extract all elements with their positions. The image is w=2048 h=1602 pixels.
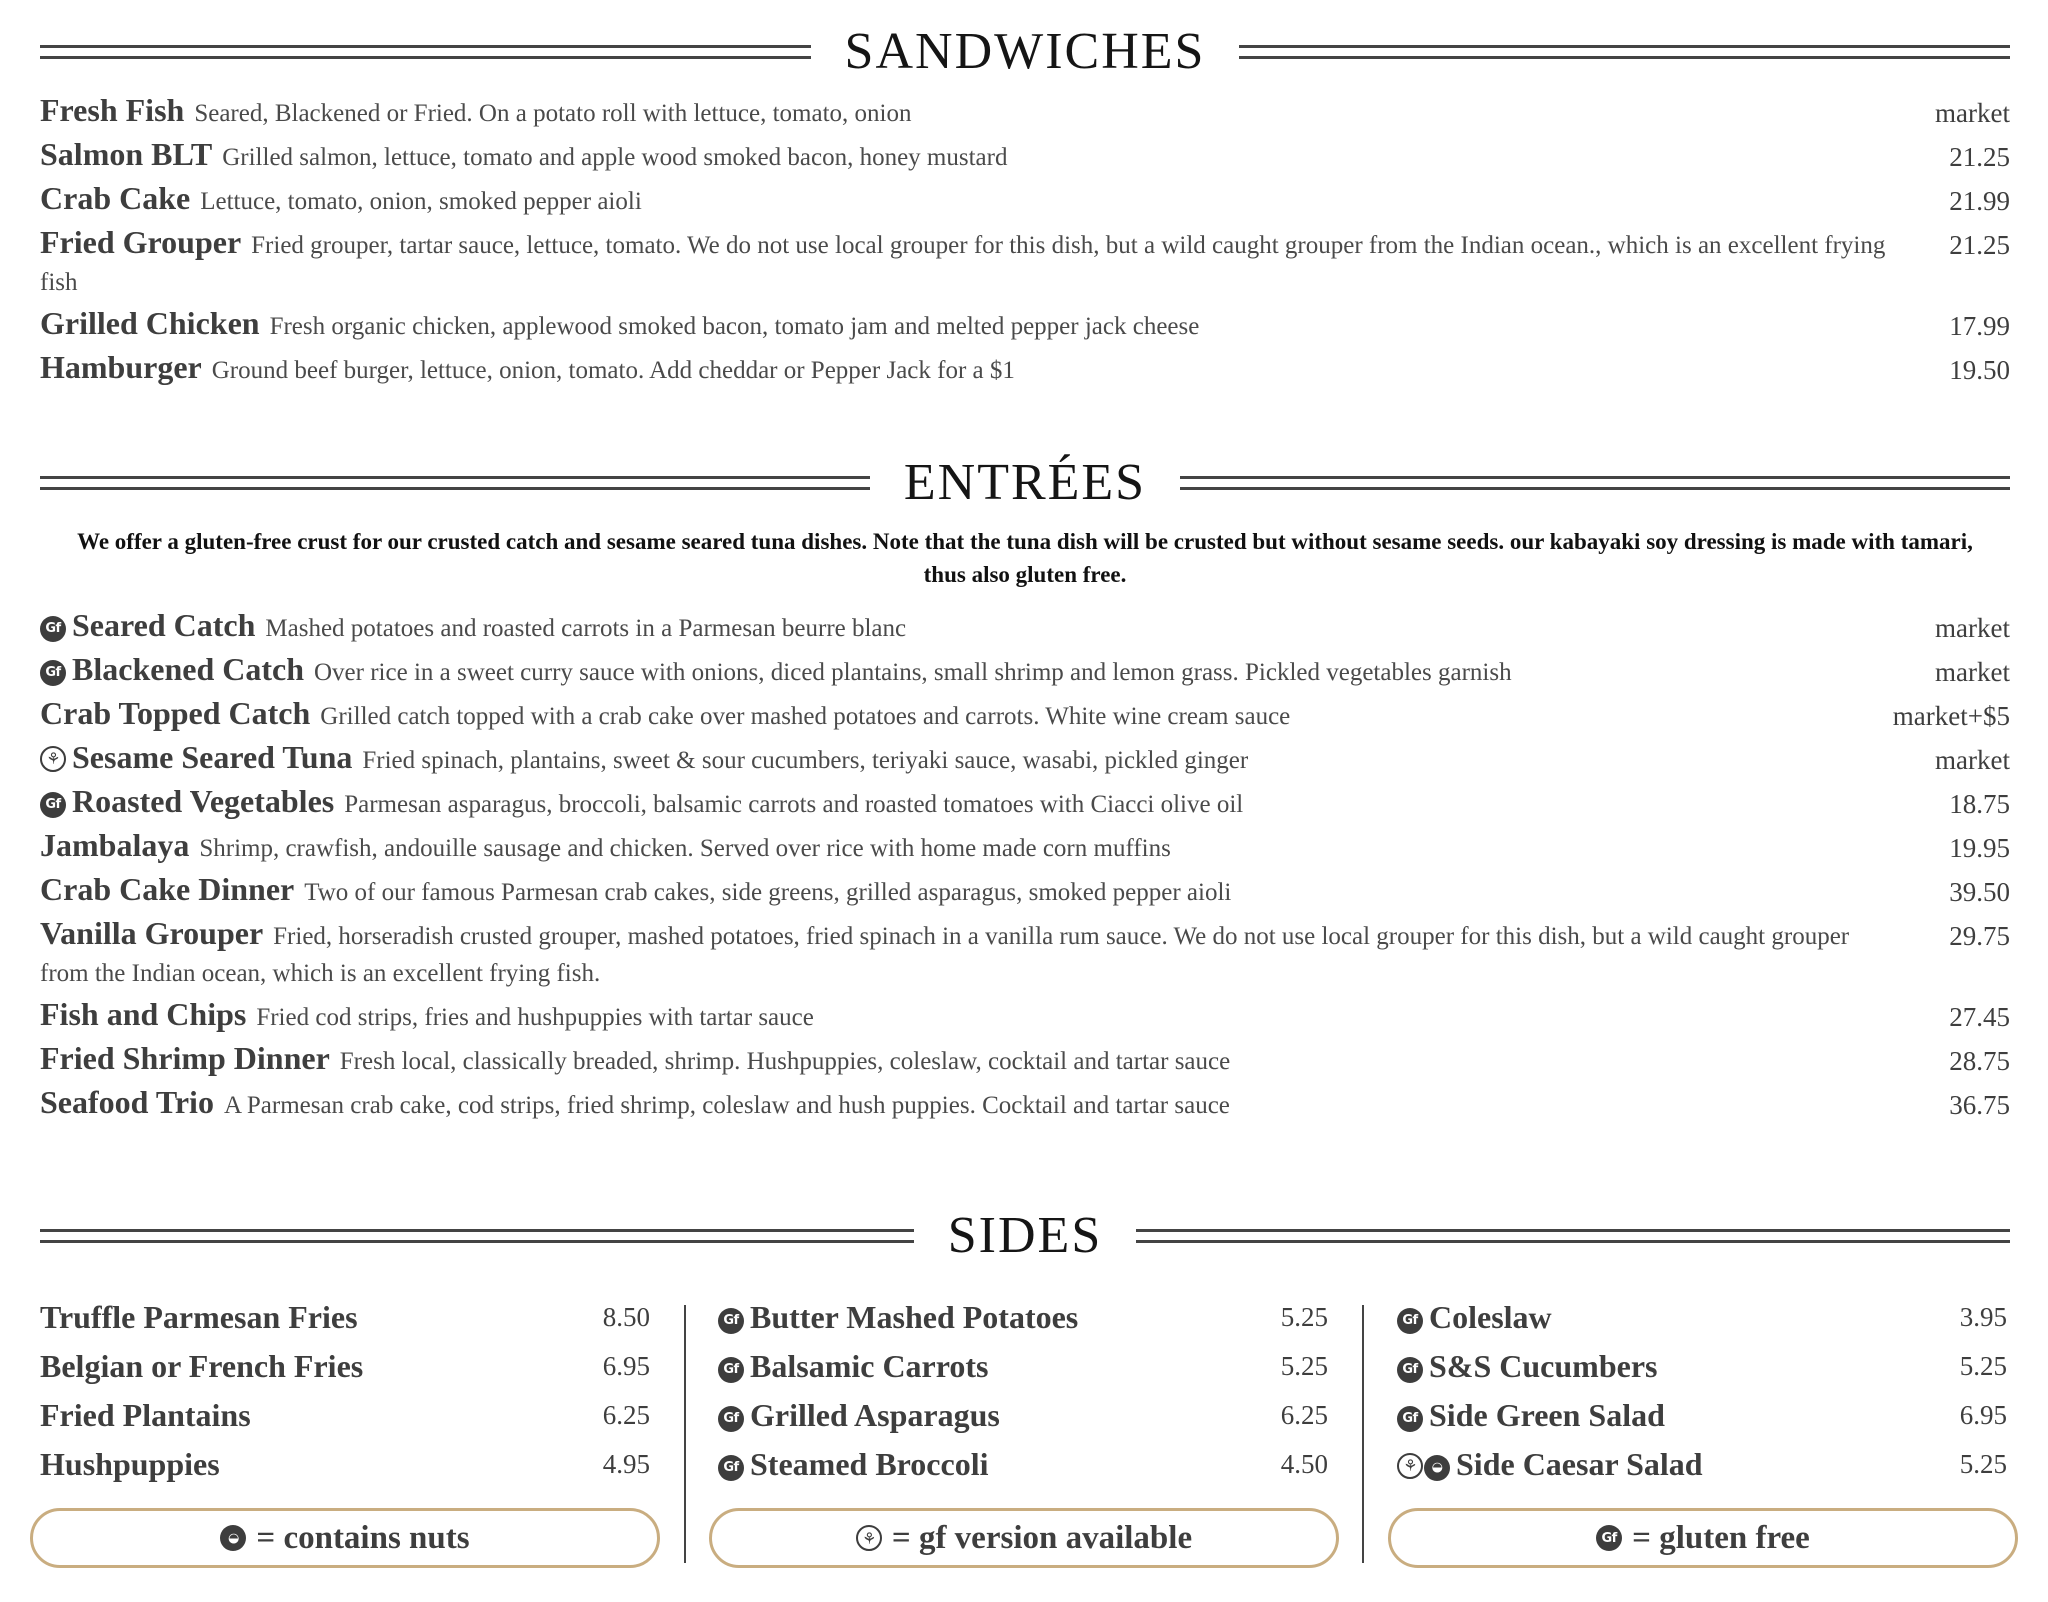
- menu-item-price: 21.25: [1949, 230, 2010, 260]
- side-item-name: Side Caesar Salad: [1456, 1446, 1703, 1482]
- legend-contains-nuts: [30, 1508, 660, 1568]
- legend-label: = gluten free: [1632, 1519, 1810, 1556]
- menu-item-text: [40, 224, 1949, 301]
- menu-item-description: Grilled catch topped with a crab cake over mashed potatoes and carrots. White wine cream sauce: [320, 703, 1291, 730]
- menu-item-price: market+$5: [1892, 701, 2010, 731]
- gf-version-available-icon: ⚘: [856, 1525, 882, 1551]
- menu-item-text: [40, 1040, 1949, 1080]
- header-rule: [1136, 1229, 2010, 1243]
- side-item: [40, 1342, 650, 1391]
- menu-item-name: Blackened Catch: [72, 651, 304, 687]
- entree-list: [40, 607, 2010, 1128]
- side-item: [718, 1342, 1328, 1391]
- menu-item-text: [40, 827, 1949, 867]
- gluten-free-icon: Gf: [718, 1357, 744, 1383]
- menu-item-text: [40, 996, 1949, 1036]
- side-item-label: [718, 1397, 1000, 1434]
- menu-item-name: Vanilla Grouper: [40, 915, 264, 951]
- menu-item-description: A Parmesan crab cake, cod strips, fried shrimp, coleslaw and hush puppies. Cocktail and tartar sauce: [223, 1092, 1230, 1119]
- gluten-free-icon: Gf: [718, 1308, 744, 1334]
- menu-item-name: Hamburger: [40, 349, 202, 385]
- section-title-sandwiches: SANDWICHES: [844, 23, 1206, 80]
- menu-item-name: Jambalaya: [40, 827, 190, 863]
- side-item-label: [1397, 1446, 1703, 1483]
- menu-item-name: Seared Catch: [72, 607, 256, 643]
- menu-item-text: [40, 607, 1935, 647]
- side-item-price: 5.25: [1959, 1449, 2007, 1479]
- gluten-free-icon: Gf: [1596, 1525, 1622, 1551]
- section-title-entrees: ENTRÉES: [903, 454, 1147, 511]
- menu-item-description: Fried, horseradish crusted grouper, mashed potatoes, fried spinach in a vanilla rum sauce. We do not use local grouper for this dish, but a wild caught grouper from the Indian ocean, which is an excellent frying fish.: [40, 923, 1850, 987]
- menu-item-name: Crab Cake: [40, 180, 191, 216]
- menu-item-name: Fish and Chips: [40, 996, 247, 1032]
- side-item: [1397, 1293, 2007, 1342]
- menu-item-description: Shrimp, crawfish, andouille sausage and chicken. Served over rice with home made corn muffins: [199, 835, 1171, 862]
- menu-item: [40, 651, 2010, 691]
- menu-item: [40, 871, 2010, 911]
- menu-item: [40, 349, 2010, 389]
- side-item: [1397, 1440, 2007, 1489]
- menu-item: [40, 180, 2010, 220]
- side-item-name: Fried Plantains: [40, 1397, 251, 1433]
- menu-item-text: [40, 136, 1949, 176]
- gluten-free-icon: Gf: [40, 616, 66, 642]
- header-rule: [40, 476, 870, 490]
- sandwich-list: [40, 92, 2010, 393]
- column-divider: [1362, 1305, 1364, 1563]
- side-item-name: Hushpuppies: [40, 1446, 220, 1482]
- menu-item: [40, 827, 2010, 867]
- menu-item-description: Fried spinach, plantains, sweet & sour cucumbers, teriyaki sauce, wasabi, pickled ginger: [362, 747, 1249, 774]
- menu-item-price: 17.99: [1949, 311, 2010, 341]
- menu-item-price: 21.25: [1949, 142, 2010, 172]
- menu-item-name: Grilled Chicken: [40, 305, 260, 341]
- sandwiches-header: [40, 22, 2010, 82]
- side-item-name: Grilled Asparagus: [750, 1397, 1000, 1433]
- sides-header: [40, 1206, 2010, 1266]
- menu-item-text: [40, 1084, 1949, 1124]
- menu-item-price: market: [1935, 613, 2010, 643]
- menu-item-description: Fried grouper, tartar sauce, lettuce, tomato. We do not use local grouper for this dish, but a wild caught grouper from the Indian ocean., which is an excellent frying fish: [40, 232, 1886, 296]
- menu-item-description: Lettuce, tomato, onion, smoked pepper aioli: [200, 188, 642, 215]
- legend-label: = contains nuts: [256, 1519, 470, 1556]
- legend-gf-version: [709, 1508, 1339, 1568]
- menu-item-description: Two of our famous Parmesan crab cakes, side greens, grilled asparagus, smoked pepper aioli: [304, 879, 1232, 906]
- side-item-price: 4.95: [602, 1449, 650, 1479]
- side-item-price: 3.95: [1959, 1302, 2007, 1332]
- side-item-label: [40, 1446, 220, 1483]
- menu-item-description: Seared, Blackened or Fried. On a potato roll with lettuce, tomato, onion: [194, 100, 912, 127]
- side-item-name: Truffle Parmesan Fries: [40, 1299, 358, 1335]
- gluten-free-icon: Gf: [40, 660, 66, 686]
- side-item-label: [1397, 1299, 1552, 1336]
- side-item: [718, 1391, 1328, 1440]
- menu-item: [40, 92, 2010, 132]
- menu-item: [40, 996, 2010, 1036]
- menu-item-name: Seafood Trio: [40, 1084, 214, 1120]
- menu-item-price: 28.75: [1949, 1046, 2010, 1076]
- menu-item: [40, 1040, 2010, 1080]
- menu-item-name: Roasted Vegetables: [72, 783, 335, 819]
- side-item-price: 6.95: [602, 1351, 650, 1381]
- menu-item-description: Mashed potatoes and roasted carrots in a Parmesan beurre blanc: [265, 615, 907, 642]
- menu-item-text: [40, 180, 1949, 220]
- menu-item-price: 27.45: [1949, 1002, 2010, 1032]
- menu-item-name: Fried Shrimp Dinner: [40, 1040, 330, 1076]
- menu-item-text: [40, 695, 1893, 735]
- menu-item-text: [40, 783, 1949, 823]
- gluten-free-icon: Gf: [40, 792, 66, 818]
- side-item-price: 6.25: [602, 1400, 650, 1430]
- menu-item: [40, 224, 2010, 301]
- side-item: [718, 1293, 1328, 1342]
- menu-item-text: [40, 915, 1949, 992]
- legend-gluten-free: [1388, 1508, 2018, 1568]
- side-item-label: [40, 1299, 358, 1336]
- menu-item-price: 19.50: [1949, 355, 2010, 385]
- gf-version-available-icon: ⚘: [1397, 1453, 1423, 1479]
- column-divider: [684, 1305, 686, 1563]
- menu-item-text: [40, 92, 1935, 132]
- menu-item-description: Ground beef burger, lettuce, onion, tomato. Add cheddar or Pepper Jack for a $1: [211, 357, 1015, 384]
- side-item: [40, 1440, 650, 1489]
- side-item: [718, 1440, 1328, 1489]
- menu-item-name: Fried Grouper: [40, 224, 242, 260]
- sides-column-1: [40, 1293, 650, 1489]
- side-item-name: Steamed Broccoli: [750, 1446, 989, 1482]
- side-item-name: Butter Mashed Potatoes: [750, 1299, 1079, 1335]
- side-item-label: [40, 1397, 251, 1434]
- side-item-price: 5.25: [1959, 1351, 2007, 1381]
- side-item-price: 8.50: [602, 1302, 650, 1332]
- gluten-free-icon: Gf: [718, 1406, 744, 1432]
- menu-item-text: [40, 871, 1949, 911]
- menu-item-description: Fresh organic chicken, applewood smoked bacon, tomato jam and melted pepper jack cheese: [269, 313, 1200, 340]
- side-item-label: [718, 1299, 1078, 1336]
- side-item: [1397, 1342, 2007, 1391]
- side-item: [40, 1293, 650, 1342]
- menu-item-text: [40, 651, 1935, 691]
- side-item: [1397, 1391, 2007, 1440]
- menu-item: [40, 915, 2010, 992]
- legend-label: = gf version available: [891, 1519, 1193, 1556]
- gluten-free-icon: Gf: [1397, 1357, 1423, 1383]
- menu-item-description: Over rice in a sweet curry sauce with onions, diced plantains, small shrimp and lemon grass. Pickled vegetables garnish: [314, 659, 1512, 686]
- header-rule: [1239, 45, 2010, 59]
- menu-item-price: 19.95: [1949, 833, 2010, 863]
- sides-column-3: [1397, 1293, 2007, 1489]
- side-item-label: [1397, 1348, 1657, 1385]
- menu-item-price: 21.99: [1949, 186, 2010, 216]
- menu-item-name: Sesame Seared Tuna: [72, 739, 353, 775]
- menu-item-description: Grilled salmon, lettuce, tomato and apple wood smoked bacon, honey mustard: [222, 144, 1008, 171]
- menu-item: [40, 607, 2010, 647]
- side-item-label: [718, 1446, 988, 1483]
- menu-item-price: 39.50: [1949, 877, 2010, 907]
- menu-item-name: Salmon BLT: [40, 136, 213, 172]
- side-item-price: 5.25: [1280, 1351, 1328, 1381]
- menu-item-name: Crab Cake Dinner: [40, 871, 295, 907]
- header-rule: [40, 1229, 914, 1243]
- entrees-header: [40, 453, 2010, 513]
- gluten-free-icon: Gf: [718, 1455, 744, 1481]
- menu-item: [40, 783, 2010, 823]
- side-item-price: 6.25: [1280, 1400, 1328, 1430]
- side-item-name: S&S Cucumbers: [1429, 1348, 1658, 1384]
- side-item: [40, 1391, 650, 1440]
- menu-item-text: [40, 349, 1949, 389]
- menu-item-price: market: [1935, 745, 2010, 775]
- header-rule: [1180, 476, 2010, 490]
- menu-item-price: market: [1935, 657, 2010, 687]
- menu-item-price: 29.75: [1949, 921, 2010, 951]
- menu-item-text: [40, 739, 1935, 779]
- side-item-price: 4.50: [1280, 1449, 1328, 1479]
- menu-item-price: market: [1935, 98, 2010, 128]
- side-item-name: Coleslaw: [1429, 1299, 1552, 1335]
- side-item-label: [1397, 1397, 1665, 1434]
- menu-item-description: Fresh local, classically breaded, shrimp. Hushpuppies, coleslaw, cocktail and tartar sauce: [339, 1048, 1231, 1075]
- side-item-price: 6.95: [1959, 1400, 2007, 1430]
- menu-item-name: Fresh Fish: [40, 92, 185, 128]
- menu-item-name: Crab Topped Catch: [40, 695, 311, 731]
- header-rule: [40, 45, 811, 59]
- contains-nuts-icon: ◒: [220, 1525, 246, 1551]
- side-item-label: [40, 1348, 363, 1385]
- menu-item: [40, 305, 2010, 345]
- side-item-price: 5.25: [1280, 1302, 1328, 1332]
- menu-item-price: 36.75: [1949, 1090, 2010, 1120]
- sides-column-2: [718, 1293, 1328, 1489]
- menu-item-description: Parmesan asparagus, broccoli, balsamic carrots and roasted tomatoes with Ciacci olive oil: [344, 791, 1244, 818]
- gluten-free-icon: Gf: [1397, 1406, 1423, 1432]
- gluten-free-note: We offer a gluten-free crust for our crusted catch and sesame seared tuna dishes. Note that the tuna dish will be crusted but without sesame seeds. our kabayaki soy dressing is made with tamari, thus also gluten free.: [77, 529, 1973, 587]
- side-item-name: Balsamic Carrots: [750, 1348, 989, 1384]
- side-item-label: [718, 1348, 988, 1385]
- menu-item: [40, 695, 2010, 735]
- menu-item: [40, 739, 2010, 779]
- menu-item-description: Fried cod strips, fries and hushpuppies with tartar sauce: [256, 1004, 814, 1031]
- gf-version-available-icon: ⚘: [40, 746, 66, 772]
- side-item-name: Side Green Salad: [1429, 1397, 1665, 1433]
- side-item-name: Belgian or French Fries: [40, 1348, 364, 1384]
- menu-item-text: [40, 305, 1949, 345]
- section-title-sides: SIDES: [947, 1207, 1103, 1264]
- menu-item-price: 18.75: [1949, 789, 2010, 819]
- menu-item: [40, 136, 2010, 176]
- contains-nuts-icon: ◒: [1424, 1455, 1450, 1481]
- gluten-free-icon: Gf: [1397, 1308, 1423, 1334]
- menu-item: [40, 1084, 2010, 1124]
